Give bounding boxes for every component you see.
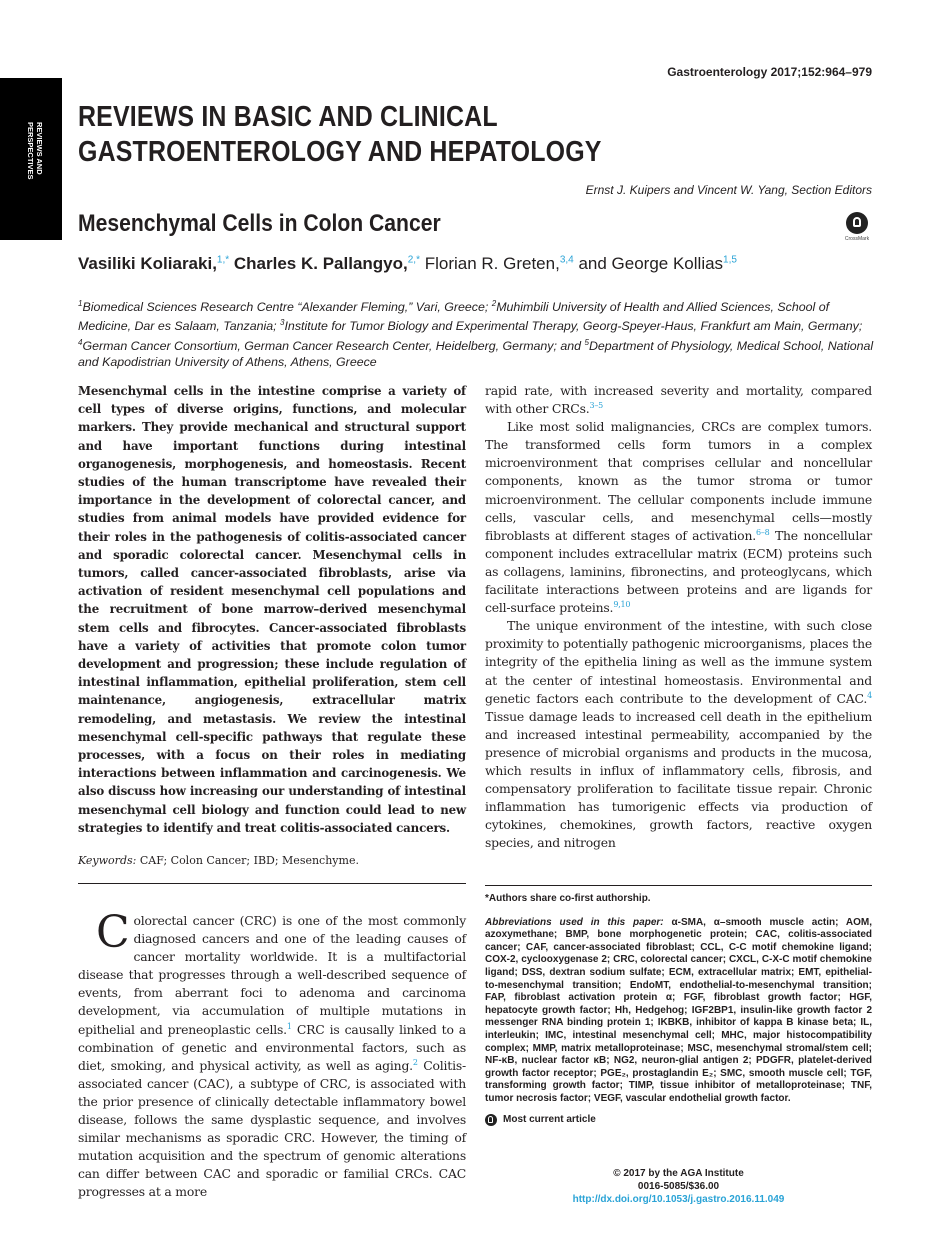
- affiliation-marker: 2: [491, 299, 497, 308]
- crossmark-badge[interactable]: [842, 212, 872, 242]
- affiliation-text: Biomedical Sciences Research Centre “Alexander Fleming,” Vari, Greece;: [82, 300, 492, 315]
- affiliations: [78, 296, 878, 370]
- author-name: Florian R. Greten,: [424, 254, 560, 273]
- section-side-tab: [0, 78, 62, 240]
- section-title: REVIEWS IN BASIC AND CLINICAL GASTROENTEROLOGY AND HEPATOLOGY: [78, 101, 602, 168]
- author-affiliation-marker: 1,5: [723, 254, 737, 266]
- text-run: The noncellular component includes extracellular matrix (ECM) proteins such as collagens, laminins, fibronectins, and proteoglycans, which facilitate interactions between proteins and are ligands for cell-surface proteins.: [485, 527, 872, 616]
- author-list: [78, 254, 737, 274]
- author: [78, 254, 229, 273]
- keywords-list: CAF; Colon Cancer; IBD; Mesenchyme.: [139, 854, 359, 867]
- author-affiliation-marker: 3,4: [559, 254, 574, 266]
- footnotes: [485, 893, 872, 1126]
- section-editors: Ernst J. Kuipers and Vincent W. Yang, Section Editors: [585, 183, 872, 197]
- copyright: © 2017 by the AGA Institute: [613, 1168, 744, 1179]
- body-column-left: [78, 907, 466, 1202]
- doi-link[interactable]: http://dx.doi.org/10.1053/j.gastro.2016.11.049: [572, 1193, 785, 1205]
- affiliation-text: Department of Physiology, Medical School, National and Kapodistrian University of Athens, Athens, Greece: [78, 338, 874, 369]
- author: [234, 254, 420, 273]
- most-current-article[interactable]: [485, 1114, 872, 1127]
- abstract: Mesenchymal cells in the intestine comprise a variety of cell types of diverse origins, functions, and molecular markers. They provide mechanical and structural support and have important functions during intestinal organogenesis, morphogenesis, and homeostasis. Recent studies of the human transcriptome have revealed their importance in the development of colorectal cancer, and studies from animal models have provided evidence for their roles in the pathogenesis of colitis-associated cancer and sporadic colorectal cancer. Mesenchymal cells in tumors, called cancer-associated fibroblasts, arise via activation of resident mesenchymal cell populations and the recruitment of bone marrow–derived mesenchymal stem cells and fibrocytes. Cancer-associated fibroblasts have a variety of activities that promote colon tumor development and progression; these include regulation of intestinal inflammation, epithelial proliferation, stem cell maintenance, angiogenesis, extracellular matrix remodeling, and metastasis. We review the intestinal mesenchymal cell-specific pathways that regulate these processes, with a focus on their roles in mediating interactions between inflammation and carcinogenesis. We also discuss how increasing our understanding of intestinal mesenchymal cell biology and function could lead to new strategies to identify and treat colitis-associated cancers.: [78, 384, 466, 835]
- issn: 0016-5085/$36.00: [637, 1180, 720, 1192]
- reference-link[interactable]: 1: [286, 1021, 292, 1031]
- reference-link[interactable]: 9,10: [613, 600, 631, 609]
- keywords-label: Keywords:: [78, 854, 137, 867]
- body-paragraph: [485, 382, 872, 418]
- reference-link[interactable]: 3–5: [589, 400, 604, 410]
- crossmark-icon: [846, 212, 868, 234]
- affiliation-text: German Cancer Consortium, German Cancer Research Center, Heidelberg, Germany; and: [82, 338, 585, 353]
- footnote-divider: [485, 885, 872, 886]
- author-affiliation-marker: 2,*: [407, 254, 420, 266]
- journal-citation: Gastroenterology 2017;152:964–979: [667, 65, 872, 79]
- most-current-article-label: Most current article: [503, 1113, 596, 1125]
- intro-paragraph: [78, 907, 466, 1202]
- author-affiliation-marker: 1,*: [216, 254, 230, 266]
- text-run: The unique environment of the intestine, with such close proximity to potentially pathogenic microorganisms, places the integrity of the epithelia lining as well as the immune system at the center of intestinal homeostasis. Environmental and genetic factors each contribute to the development of CAC.: [485, 618, 872, 706]
- reference-link[interactable]: 6–8: [755, 527, 770, 537]
- affiliation-text: Muhimbili University of Health and Allied Sciences, School of Medicine, Dar es Salaam, Tanzania;: [78, 300, 830, 334]
- affiliation-marker: 4: [78, 337, 83, 347]
- abbreviations: [485, 917, 872, 1106]
- body-paragraph: [485, 418, 872, 617]
- drop-cap: C: [96, 907, 130, 958]
- author: [578, 254, 737, 273]
- text-run: Tissue damage leads to increased cell death in the epithelium and increased intestinal permeability, accompanied by the presence of microbial organisms and products in the mucosa, which results in influx of inflammatory cells, fibrosis, and compensatory proliferation to facilitate tissue repair. Chronic inflammation has tumorigenic effects via production of cytokines, chemokines, growth factors, reactive oxygen species, and nitrogen: [485, 708, 872, 851]
- crossmark-label: CrossMark: [844, 236, 870, 242]
- text-run: rapid rate, with increased severity and mortality, compared with other CRCs.: [485, 383, 872, 417]
- body-column-right: [485, 382, 872, 852]
- keywords: [78, 854, 466, 867]
- abstract-divider: [78, 883, 466, 884]
- article-title: Mesenchymal Cells in Colon Cancer: [78, 210, 441, 237]
- author: [425, 254, 574, 273]
- affiliation-text: Institute for Tumor Biology and Experimental Therapy, Georg-Speyer-Haus, Frankfurt am Main, Germany;: [284, 319, 863, 334]
- abbreviations-text: α-SMA, α–smooth muscle actin; AOM, azoxymethane; BMP, bone morphogenetic protein; CAC, colitis-associated cancer; CAF, cancer-associated fibroblast; CCL, C-C motif chemokine ligand; COX-2, cyclooxygenase 2; CRC, colorectal cancer; CXCL, C-X-C motif chemokine ligand; DSS, dextran sodium sulfate; ECM, extracellular matrix; EMT, epithelial-to-mesenchymal transition; EndoMT, endothelial-to-mesenchymal transition; FAP, fibroblast activation protein α; FGF, fibroblast growth factor; HGF, hepatocyte growth factor; Hh, Hedgehog; IGF2BP1, insulin-like growth factor 2 messenger RNA binding protein 1; IKBKB, inhibitor of kappa B kinase beta; IL, interleukin; IMC, intestinal mesenchymal cell; MHC, major histocompatibility complex; MMP, matrix metalloproteinase; MSC, mesenchymal stromal/stem cell; NF-κB, nuclear factor κB; NG2, neuron-glial antigen 2; PDGFR, platelet-derived growth factor receptor; PGE₂, prostaglandin E₂; SMC, smooth muscle cell; TGF, transforming growth factor; TIMP, tissue inhibitor of metalloproteinase; TNF, tumor necrosis factor; VEGF, vascular endothelial growth factor.: [485, 916, 873, 1104]
- affiliation-marker: 5: [584, 337, 589, 347]
- copyright-block: [485, 1168, 872, 1206]
- affiliation-marker: 3: [280, 318, 285, 328]
- abbreviations-label: Abbreviations used in this paper:: [485, 916, 664, 928]
- text-run: Like most solid malignancies, CRCs are complex tumors. The transformed cells form tumors in a complex microenvironment that comprises cellular and noncellular components, known as the tumor stroma or tumor microenvironment. The cellular components include immune cells, vascular cells, and mesenchymal cells—mostly fibroblasts at different stages of activation.: [485, 419, 872, 543]
- reference-link[interactable]: 4: [867, 690, 872, 700]
- text-run: Colitis-associated cancer (CAC), a subtype of CRC, is associated with the prior presence of clinically detectable inflammatory bowel disease, follows the same dysplastic sequence, and involves similar mechanisms as sporadic CRC. However, the timing of mutation acquisition and the spectrum of genomic alterations can differ between CAC and sporadic or familial CRCs. CAC progresses at a more: [78, 1057, 466, 1200]
- body-paragraph: [485, 617, 872, 852]
- authorship-note: *Authors share co-first authorship.: [485, 893, 651, 904]
- side-tab-label: REVIEWS AND PERSPECTIVES: [26, 122, 44, 180]
- reference-link[interactable]: 2: [412, 1057, 418, 1067]
- author-name: Charles K. Pallangyo,: [233, 254, 408, 273]
- author-name: and George Kollias: [578, 254, 724, 273]
- affiliation-marker: 1: [78, 299, 83, 308]
- author-name: Vasiliki Koliaraki,: [78, 254, 217, 273]
- text-run: CRC is causally linked to a combination of genetic and environmental factors, such as diet, smoking, and physical activity, as well as aging.: [78, 1021, 466, 1073]
- text-run: olorectal cancer (CRC) is one of the most commonly diagnosed cancers and one of the leading causes of cancer mortality worldwide. It is a multifactorial disease that progresses through a well-described sequence of events, from aberrant foci to adenoma and carcinoma development, via accumulation of multiple mutations in epithelial and preneoplastic cells.: [78, 913, 466, 1037]
- current-article-icon: [485, 1114, 497, 1126]
